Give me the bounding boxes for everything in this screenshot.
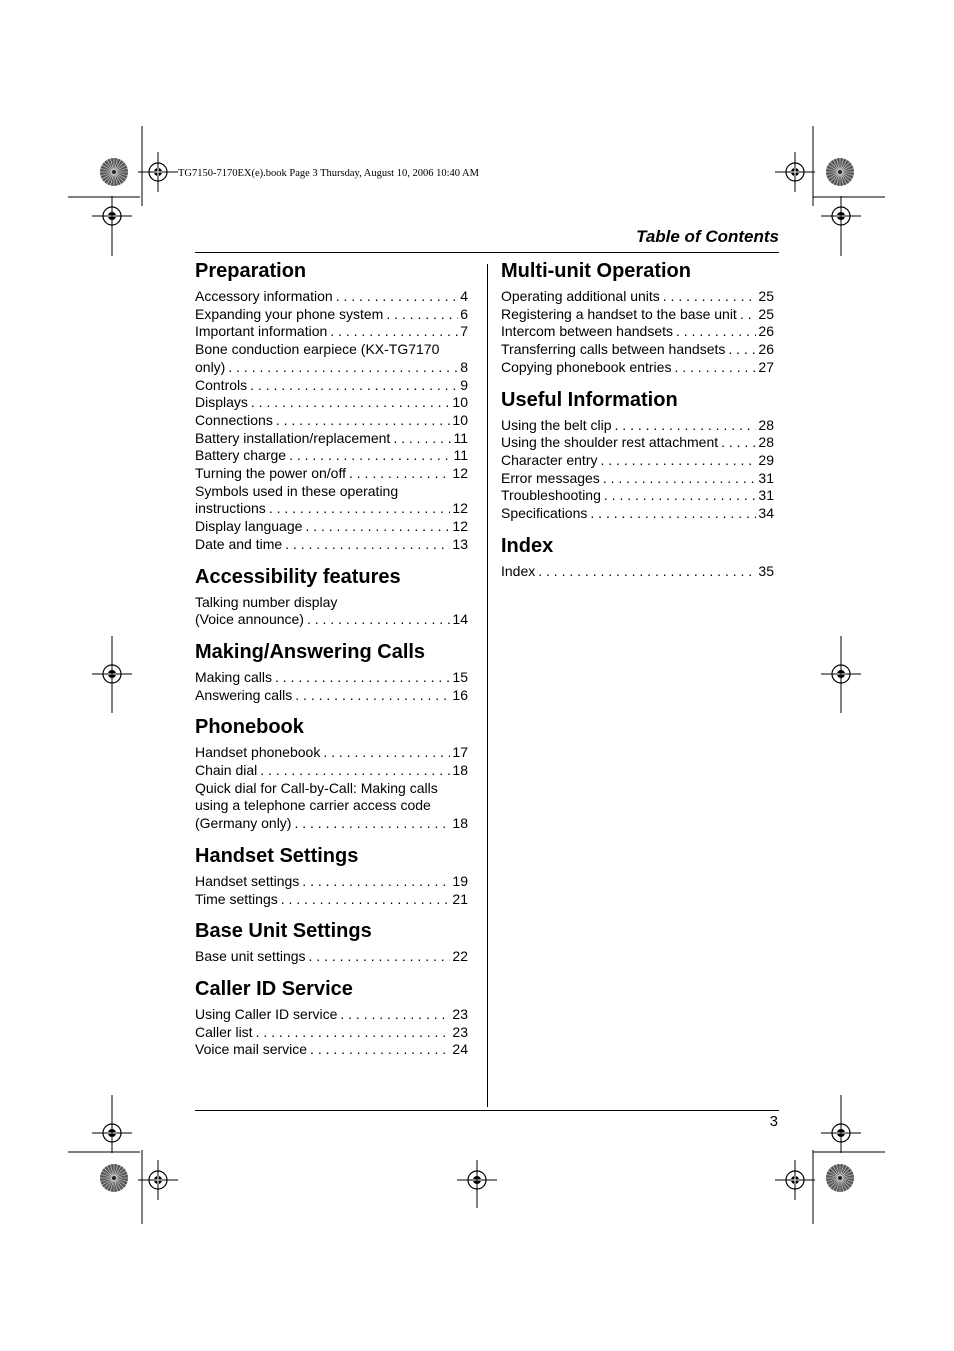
toc-entry-label: Date and time bbox=[195, 535, 283, 552]
toc-entry-page: 24 bbox=[452, 1041, 468, 1058]
toc-entry[interactable] bbox=[195, 500, 468, 518]
toc-entry-page: 11 bbox=[453, 429, 468, 446]
toc-entry[interactable] bbox=[501, 487, 774, 505]
toc-entry[interactable] bbox=[501, 452, 774, 470]
toc-entry[interactable] bbox=[195, 430, 468, 448]
toc-entry[interactable] bbox=[501, 470, 774, 488]
toc-entry[interactable] bbox=[195, 891, 468, 909]
toc-entry[interactable] bbox=[501, 417, 774, 435]
dot-leader bbox=[346, 465, 450, 483]
toc-entry-label: only) bbox=[195, 358, 226, 375]
toc-entry-line: Bone conduction earpiece (KX-TG7170 bbox=[195, 341, 440, 358]
dot-leader bbox=[390, 430, 451, 448]
dot-leader bbox=[601, 487, 757, 505]
toc-section bbox=[501, 533, 774, 581]
toc-entry[interactable] bbox=[195, 744, 468, 762]
toc-entry-page: 11 bbox=[453, 447, 468, 464]
section-title: Multi-unit Operation bbox=[501, 260, 691, 282]
crop-line bbox=[813, 126, 815, 207]
toc-entry-label: Answering calls bbox=[195, 686, 293, 703]
dot-leader bbox=[291, 815, 450, 833]
toc-entry-label: Registering a handset to the base unit bbox=[501, 305, 737, 322]
toc-entry[interactable] bbox=[501, 434, 774, 452]
toc-section bbox=[195, 976, 468, 1059]
dot-leader bbox=[266, 500, 451, 518]
crop-line bbox=[112, 197, 114, 257]
toc-entry-page: 7 bbox=[460, 323, 468, 340]
registration-crosshair-icon bbox=[138, 1160, 178, 1200]
toc-entry[interactable] bbox=[195, 394, 468, 412]
toc-entry-label: Display language bbox=[195, 518, 303, 535]
dot-leader bbox=[383, 306, 458, 324]
toc-entry-label: Specifications bbox=[501, 505, 588, 522]
toc-entry-line: Quick dial for Call-by-Call: Making calls bbox=[195, 779, 438, 796]
section-title: Accessibility features bbox=[195, 565, 401, 588]
toc-entry[interactable] bbox=[195, 1041, 468, 1059]
toc-entry-label: (Germany only) bbox=[195, 815, 292, 832]
toc-left-column bbox=[195, 258, 468, 1069]
dot-leader bbox=[247, 377, 458, 395]
toc-entry-label: Error messages bbox=[501, 469, 600, 486]
bottom-rule bbox=[195, 1110, 779, 1111]
dot-leader bbox=[737, 306, 757, 324]
toc-section bbox=[195, 639, 468, 704]
registration-crosshair-icon bbox=[138, 152, 178, 192]
dot-leader bbox=[337, 1006, 450, 1024]
toc-entry-page: 17 bbox=[452, 744, 468, 761]
color-registration-icon bbox=[100, 158, 128, 186]
dot-leader bbox=[286, 447, 451, 465]
print-header: TG7150-7170EX(e).book Page 3 Thursday, August 10, 2006 10:40 AM bbox=[178, 168, 479, 179]
toc-entry[interactable] bbox=[195, 1006, 468, 1024]
toc-entry-page: 8 bbox=[460, 358, 468, 375]
toc-entry-label: Character entry bbox=[501, 451, 598, 468]
toc-entry-label: Battery charge bbox=[195, 447, 287, 464]
toc-entry[interactable] bbox=[195, 377, 468, 395]
toc-entry-page: 12 bbox=[452, 500, 468, 517]
dot-leader bbox=[292, 687, 450, 705]
dot-leader bbox=[306, 948, 451, 966]
toc-entry-label: Using the shoulder rest attachment bbox=[501, 434, 719, 451]
top-rule bbox=[195, 252, 779, 253]
dot-leader bbox=[671, 359, 756, 377]
dot-leader bbox=[304, 611, 450, 629]
toc-entry-page: 35 bbox=[758, 562, 774, 579]
registration-crosshair-icon bbox=[775, 152, 815, 192]
toc-section bbox=[195, 918, 468, 966]
toc-section bbox=[195, 843, 468, 908]
toc-entry-label: Making calls bbox=[195, 668, 273, 685]
toc-entry[interactable] bbox=[195, 288, 468, 306]
toc-entry-label: instructions bbox=[195, 500, 266, 517]
toc-entry[interactable] bbox=[195, 611, 468, 629]
section-title: Caller ID Service bbox=[195, 977, 353, 1000]
toc-entry[interactable] bbox=[195, 323, 468, 341]
toc-entry-label: Controls bbox=[195, 376, 248, 393]
toc-entry-label: Turning the power on/off bbox=[195, 465, 346, 482]
toc-entry[interactable] bbox=[501, 505, 774, 523]
toc-entry-label: Displays bbox=[195, 394, 248, 411]
toc-entry[interactable] bbox=[195, 762, 468, 780]
toc-entry-page: 15 bbox=[452, 668, 468, 685]
toc-entry-line: Symbols used in these operating bbox=[195, 482, 399, 499]
dot-leader bbox=[253, 1024, 451, 1042]
toc-entry[interactable] bbox=[195, 815, 468, 833]
page-number: 3 bbox=[769, 1113, 778, 1130]
color-registration-icon bbox=[100, 1164, 128, 1192]
crop-line bbox=[841, 1095, 843, 1151]
dot-leader bbox=[307, 1041, 450, 1059]
toc-entry-label: Expanding your phone system bbox=[195, 305, 384, 322]
dot-leader bbox=[257, 762, 450, 780]
toc-entry-page: 25 bbox=[758, 288, 774, 304]
toc-entry-label: Base unit settings bbox=[195, 948, 306, 965]
toc-entry-page: 4 bbox=[460, 288, 468, 304]
toc-entry[interactable] bbox=[195, 536, 468, 554]
toc-section bbox=[501, 258, 774, 377]
toc-entry[interactable] bbox=[195, 465, 468, 483]
toc-entry-label: Troubleshooting bbox=[501, 487, 601, 504]
toc-entry[interactable] bbox=[501, 288, 774, 306]
toc-entry-page: 27 bbox=[758, 358, 774, 375]
toc-entry-page: 28 bbox=[758, 434, 774, 451]
dot-leader bbox=[320, 744, 450, 762]
toc-entry[interactable] bbox=[195, 669, 468, 687]
crop-line bbox=[813, 1150, 815, 1225]
crop-line bbox=[142, 1150, 144, 1225]
dot-leader bbox=[587, 505, 756, 523]
section-title: Index bbox=[501, 534, 554, 557]
toc-entry[interactable] bbox=[195, 948, 468, 966]
toc-entry-page: 13 bbox=[452, 535, 468, 552]
color-registration-icon bbox=[826, 158, 854, 186]
toc-entry-page: 23 bbox=[452, 1023, 468, 1040]
toc-entry-label: Copying phonebook entries bbox=[501, 358, 672, 375]
toc-entry-page: 16 bbox=[452, 686, 468, 703]
section-title: Phonebook bbox=[195, 716, 304, 739]
toc-entry[interactable] bbox=[195, 873, 468, 891]
dot-leader bbox=[248, 394, 451, 412]
toc-entry-page: 21 bbox=[452, 890, 468, 907]
toc-entry[interactable] bbox=[501, 359, 774, 377]
toc-section bbox=[195, 564, 468, 629]
crop-line bbox=[813, 1152, 886, 1154]
toc-entry[interactable] bbox=[501, 323, 774, 341]
dot-leader bbox=[273, 412, 451, 430]
section-title: Base Unit Settings bbox=[195, 920, 372, 943]
toc-entry-page: 26 bbox=[758, 341, 774, 358]
toc-entry-page: 34 bbox=[758, 505, 774, 522]
toc-entry[interactable] bbox=[195, 687, 468, 705]
crop-line bbox=[841, 197, 843, 257]
toc-entry-label: Voice mail service bbox=[195, 1041, 308, 1058]
toc-entry-page: 25 bbox=[758, 305, 774, 322]
toc-entry[interactable] bbox=[501, 563, 774, 581]
dot-leader bbox=[225, 359, 458, 377]
dot-leader bbox=[725, 341, 756, 359]
toc-section bbox=[195, 714, 468, 833]
toc-entry-page: 10 bbox=[452, 411, 468, 428]
toc-section bbox=[501, 387, 774, 523]
toc-entry[interactable] bbox=[195, 1024, 468, 1042]
toc-entry[interactable] bbox=[195, 412, 468, 430]
crop-line bbox=[112, 636, 114, 714]
section-title: Handset Settings bbox=[195, 844, 359, 867]
toc-entry[interactable] bbox=[501, 306, 774, 324]
toc-entry[interactable] bbox=[195, 447, 468, 465]
toc-entry-page: 6 bbox=[460, 305, 468, 322]
toc-entry-label: Connections bbox=[195, 411, 273, 428]
dot-leader bbox=[299, 873, 450, 891]
dot-leader bbox=[333, 288, 458, 306]
crop-line bbox=[142, 126, 144, 207]
dot-leader bbox=[660, 288, 757, 306]
toc-entry-page: 29 bbox=[758, 451, 774, 468]
toc-entry-line: using a telephone carrier access code bbox=[195, 797, 431, 814]
dot-leader bbox=[272, 669, 450, 687]
crop-line bbox=[477, 1160, 479, 1209]
dot-leader bbox=[302, 518, 450, 536]
toc-entry-page: 31 bbox=[758, 487, 774, 504]
dot-leader bbox=[718, 434, 756, 452]
toc-entry-page: 22 bbox=[452, 948, 468, 965]
dot-leader bbox=[600, 470, 757, 488]
toc-entry-page: 28 bbox=[758, 416, 774, 433]
toc-entry-label: Using the belt clip bbox=[501, 416, 612, 433]
dot-leader bbox=[327, 323, 458, 341]
toc-entry-page: 19 bbox=[452, 872, 468, 889]
toc-entry-label: Important information bbox=[195, 323, 328, 340]
toc-entry-page: 14 bbox=[452, 611, 468, 628]
toc-entry-label: Accessory information bbox=[195, 288, 333, 304]
toc-entry-label: Intercom between handsets bbox=[501, 323, 673, 340]
toc-section bbox=[195, 258, 468, 554]
toc-entry-page: 18 bbox=[452, 762, 468, 779]
crop-line bbox=[841, 636, 843, 714]
toc-entry-label: Using Caller ID service bbox=[195, 1005, 338, 1022]
dot-leader bbox=[673, 323, 756, 341]
toc-entry[interactable] bbox=[501, 341, 774, 359]
toc-entry-page: 18 bbox=[452, 815, 468, 832]
dot-leader bbox=[535, 563, 756, 581]
dot-leader bbox=[597, 452, 756, 470]
color-registration-icon bbox=[826, 1164, 854, 1192]
toc-entry-label: Handset settings bbox=[195, 872, 300, 889]
crop-line bbox=[68, 1152, 141, 1154]
section-title: Preparation bbox=[195, 260, 307, 282]
toc-entry[interactable] bbox=[195, 518, 468, 536]
dot-leader bbox=[278, 891, 451, 909]
toc-entry-page: 10 bbox=[452, 394, 468, 411]
section-title: Useful Information bbox=[501, 388, 678, 411]
page-title: Table of Contents bbox=[636, 227, 779, 246]
toc-entry[interactable] bbox=[195, 306, 468, 324]
toc-entry-page: 9 bbox=[460, 376, 468, 393]
toc-entry-label: Time settings bbox=[195, 890, 278, 907]
dot-leader bbox=[612, 417, 757, 435]
dot-leader bbox=[282, 536, 450, 554]
toc-entry-label: Handset phonebook bbox=[195, 744, 321, 761]
column-divider bbox=[487, 264, 488, 1107]
crop-line bbox=[112, 1095, 114, 1151]
toc-entry-page: 23 bbox=[452, 1005, 468, 1022]
toc-entry-page: 12 bbox=[452, 518, 468, 535]
toc-entry-label: Battery installation/replacement bbox=[195, 429, 391, 446]
toc-entry-label: Index bbox=[501, 562, 536, 579]
toc-entry-page: 26 bbox=[758, 323, 774, 340]
toc-entry[interactable] bbox=[195, 359, 468, 377]
section-title: Making/Answering Calls bbox=[195, 640, 426, 663]
toc-entry-label: Transferring calls between handsets bbox=[501, 341, 726, 358]
registration-crosshair-icon bbox=[775, 1160, 815, 1200]
toc-entry-label: Caller list bbox=[195, 1023, 253, 1040]
toc-entry-line: Talking number display bbox=[195, 593, 338, 610]
toc-right-column bbox=[501, 258, 774, 590]
toc-entry-page: 31 bbox=[758, 469, 774, 486]
toc-entry-page: 12 bbox=[452, 465, 468, 482]
toc-entry-label: Chain dial bbox=[195, 762, 258, 779]
toc-entry-label: Operating additional units bbox=[501, 288, 660, 304]
toc-entry-label: (Voice announce) bbox=[195, 611, 304, 628]
